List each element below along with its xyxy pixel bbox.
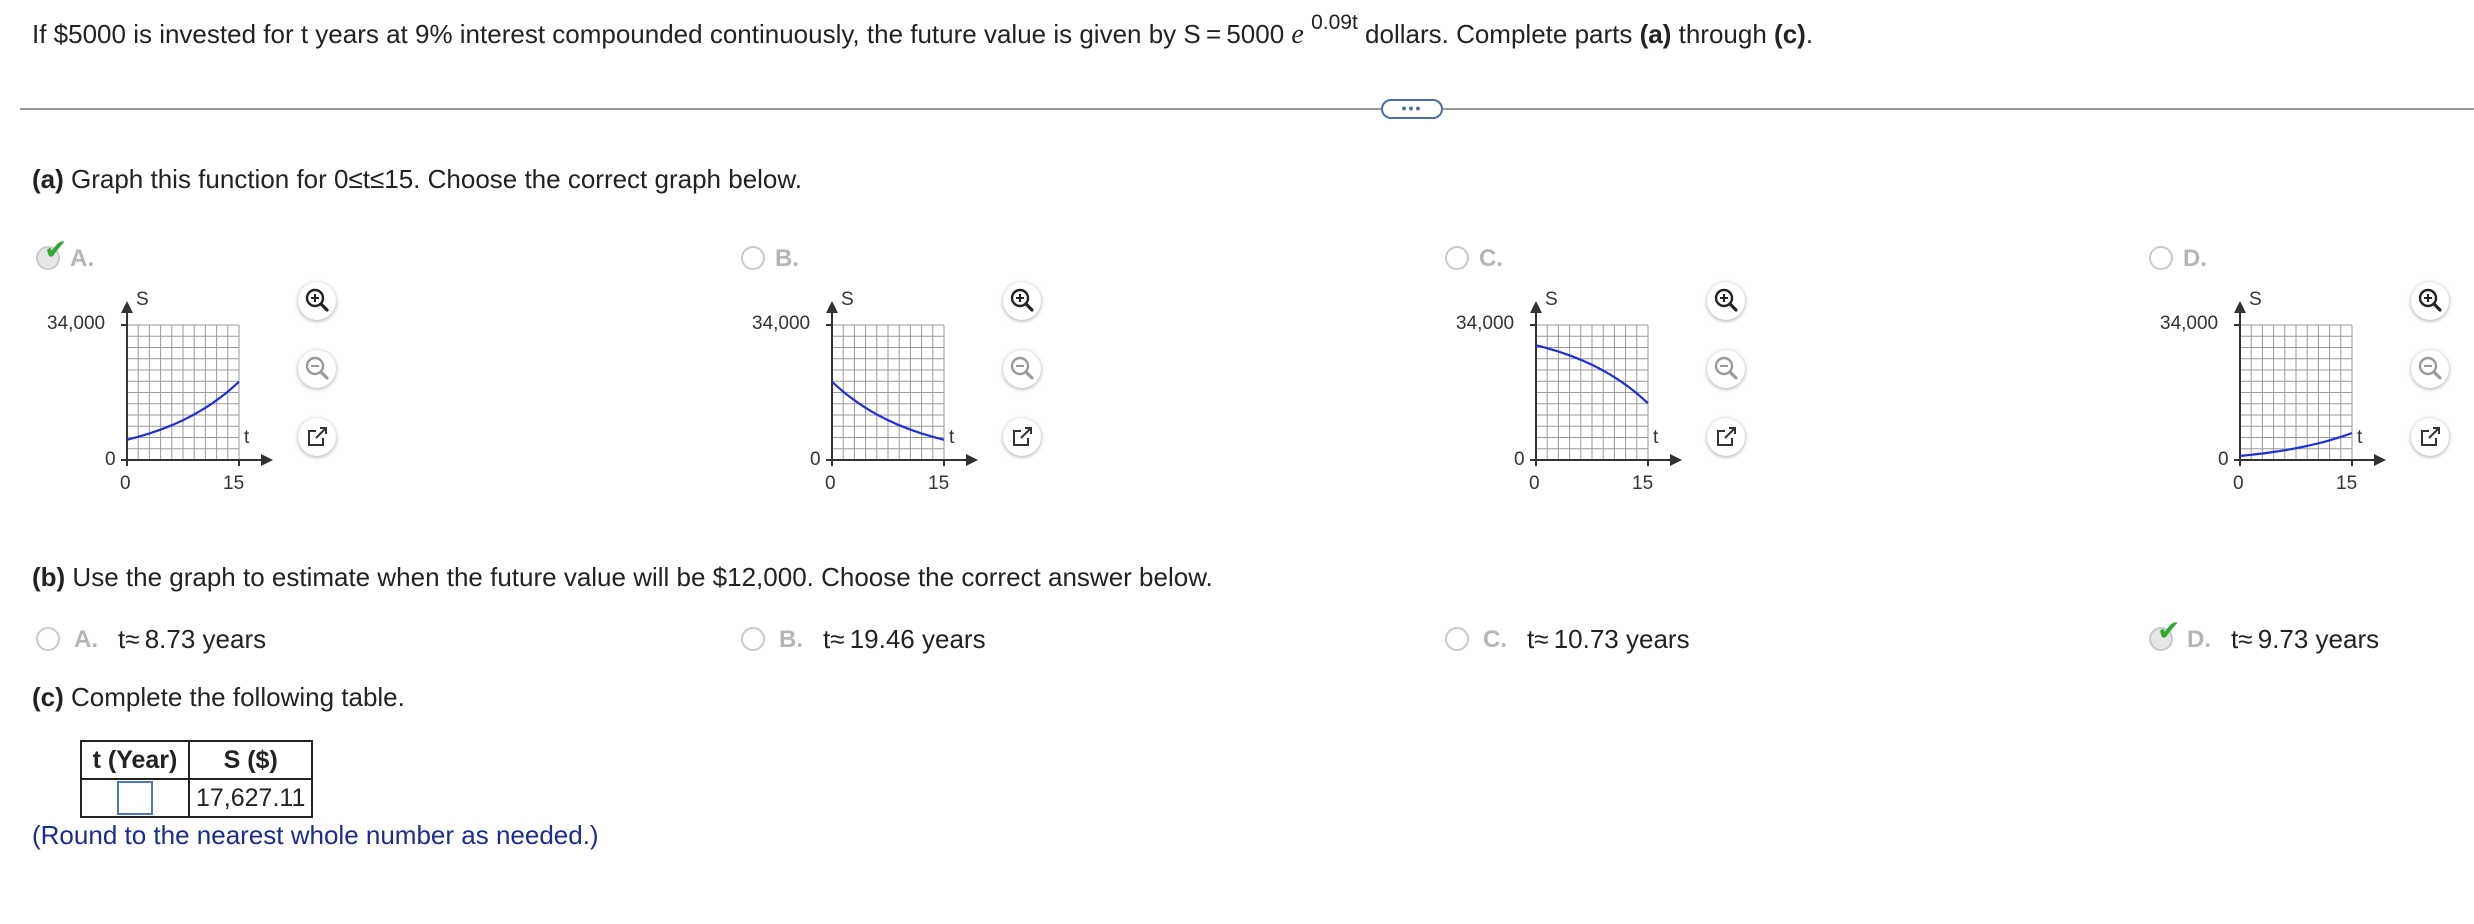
part-b-option-a-text: t≈ 8.73 years [118, 624, 267, 654]
table-header-t: t (Year) [81, 741, 189, 779]
s-axis-arrow [1530, 301, 1542, 313]
s-value-cell: 17,627.11 [189, 779, 312, 817]
part-b-option-c-radio[interactable] [1445, 627, 1469, 651]
table-header-row [81, 741, 312, 779]
part-b-option-d-text: t≈ 9.73 years [2231, 624, 2380, 654]
part-a-option-b-zoom-in-button[interactable] [1003, 282, 1041, 320]
x-fifteen-label: 15 [1632, 473, 1654, 494]
y-max-label: 34,000 [752, 313, 811, 334]
part-a-option-c-radio[interactable] [1445, 246, 1469, 270]
part-a-option-d-graph[interactable] [2145, 285, 2405, 495]
part-b-option-a-letter: A. [74, 626, 98, 653]
x-fifteen-label: 15 [2336, 473, 2358, 494]
zoom-out-icon [2411, 350, 2449, 388]
part-b-option-a-radio[interactable] [36, 627, 60, 651]
t-axis-arrow [2374, 454, 2386, 466]
exponent: 0.09t [1311, 11, 1358, 34]
zoom-in-icon [2411, 282, 2449, 320]
y-max-label: 34,000 [1456, 313, 1515, 334]
divider [20, 108, 2474, 110]
part-a-option-d-letter: D. [2183, 245, 2207, 272]
part-a-option-a-letter: A. [70, 245, 94, 272]
problem-part-c-ref: (c) [1774, 19, 1806, 49]
y-zero-label: 0 [810, 449, 821, 470]
x-zero-label: 0 [120, 473, 131, 494]
part-b-question [32, 562, 1213, 593]
zoom-out-icon [298, 350, 336, 388]
zoom-out-icon [1003, 350, 1041, 388]
y-zero-label: 0 [2218, 449, 2229, 470]
value-table [80, 740, 313, 818]
x-fifteen-label: 15 [928, 473, 950, 494]
t-answer-cell [81, 779, 189, 817]
part-a-option-b-zoom-out-button[interactable] [1003, 350, 1041, 388]
y-zero-label: 0 [105, 449, 116, 470]
part-c-text: Complete the following table. [63, 682, 405, 712]
popout-icon [298, 418, 336, 456]
part-c-label: (c) [32, 682, 64, 712]
rounding-hint: (Round to the nearest whole number as needed.) [32, 820, 599, 850]
part-b-label: (b) [32, 562, 66, 592]
part-a-option-c-graph[interactable] [1441, 285, 1701, 495]
part-b-option-c-letter: C. [1483, 626, 1507, 653]
zoom-in-icon [1003, 282, 1041, 320]
part-a-option-b-radio[interactable] [741, 246, 765, 270]
part-a-option-b-popout-button[interactable] [1003, 418, 1041, 456]
problem-intro: If $5000 is invested for t years at 9% interest compounded continuously, the future value is given by S = 5000 [32, 19, 1285, 49]
part-a-option-b-letter: B. [775, 245, 799, 272]
problem-outro: dollars. Complete parts [1357, 19, 1640, 49]
x-fifteen-label: 15 [223, 473, 245, 494]
t-axis-arrow [966, 454, 978, 466]
zoom-in-icon [298, 282, 336, 320]
s-axis-arrow [2234, 301, 2246, 313]
t-axis-label: t [2357, 427, 2363, 448]
part-a-option-c-popout-button[interactable] [1707, 418, 1745, 456]
t-axis-arrow [1670, 454, 1682, 466]
t-axis-label: t [949, 427, 955, 448]
part-a-option-a-graph[interactable] [32, 285, 292, 495]
problem-period: . [1805, 19, 1814, 49]
part-a-option-d-zoom-out-button[interactable] [2411, 350, 2449, 388]
part-a-option-c-zoom-out-button[interactable] [1707, 350, 1745, 388]
table-header-s: S ($) [189, 741, 312, 779]
table-row [81, 779, 312, 817]
s-axis-arrow [826, 301, 838, 313]
part-a-question [32, 164, 802, 195]
problem-through: through [1671, 19, 1775, 49]
x-zero-label: 0 [2233, 473, 2244, 494]
part-a-option-d-radio[interactable] [2149, 246, 2173, 270]
euler-e: e [1291, 19, 1304, 50]
t-axis-label: t [244, 427, 250, 448]
popout-icon [1707, 418, 1745, 456]
part-a-option-d-popout-button[interactable] [2411, 418, 2449, 456]
part-b-option-b-radio[interactable] [741, 627, 765, 651]
part-a-option-b-graph[interactable] [737, 285, 997, 495]
checkmark-icon: ✔ [2157, 615, 2181, 646]
s-axis-label: S [136, 289, 149, 310]
s-axis-label: S [2249, 289, 2262, 310]
part-b-text: Use the graph to estimate when the future value will be $12,000. Choose the correct answer below. [65, 562, 1213, 592]
part-a-option-c-zoom-in-button[interactable] [1707, 282, 1745, 320]
y-max-label: 34,000 [47, 313, 106, 334]
part-b-option-d-letter: D. [2187, 626, 2211, 653]
part-b-option-b-letter: B. [779, 626, 803, 653]
popout-icon [1003, 418, 1041, 456]
problem-statement [32, 12, 1813, 59]
zoom-out-icon [1707, 350, 1745, 388]
part-a-option-a-popout-button[interactable] [298, 418, 336, 456]
part-a-option-c-letter: C. [1479, 245, 1503, 272]
part-c-question [32, 682, 405, 713]
s-axis-label: S [1545, 289, 1558, 310]
problem-part-a-ref: (a) [1639, 19, 1672, 49]
part-a-option-a-zoom-out-button[interactable] [298, 350, 336, 388]
more-button[interactable]: ••• [1381, 99, 1443, 119]
part-a-option-a-zoom-in-button[interactable] [298, 282, 336, 320]
y-zero-label: 0 [1514, 449, 1525, 470]
x-zero-label: 0 [825, 473, 836, 494]
s-axis-arrow [121, 301, 133, 313]
checkmark-icon: ✔ [44, 234, 68, 265]
t-answer-input[interactable] [117, 781, 153, 815]
part-b-option-b-text: t≈ 19.46 years [823, 624, 986, 654]
part-a-label: (a) [32, 164, 64, 194]
t-axis-arrow [261, 454, 273, 466]
part-b-option-c-text: t≈ 10.73 years [1527, 624, 1690, 654]
t-axis-label: t [1653, 427, 1659, 448]
part-a-option-d-zoom-in-button[interactable] [2411, 282, 2449, 320]
popout-icon [2411, 418, 2449, 456]
y-max-label: 34,000 [2160, 313, 2219, 334]
zoom-in-icon [1707, 282, 1745, 320]
s-axis-label: S [841, 289, 854, 310]
x-zero-label: 0 [1529, 473, 1540, 494]
part-a-text: Graph this function for 0≤t≤15. Choose the correct graph below. [63, 164, 802, 194]
